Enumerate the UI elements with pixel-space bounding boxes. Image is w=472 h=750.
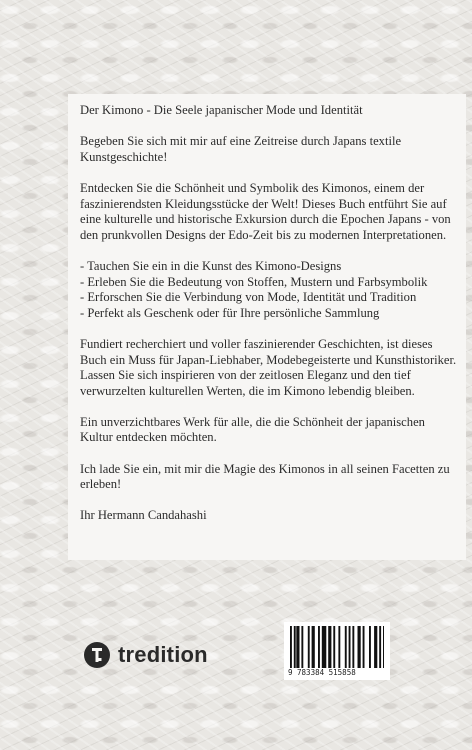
author-signature: Ihr Hermann Candahashi [80, 508, 207, 523]
barcode-bar [349, 626, 351, 668]
barcode-bar [379, 626, 381, 668]
barcode-bar [333, 626, 335, 668]
blurb-text [80, 103, 460, 540]
publisher-name: tredition [118, 642, 208, 667]
barcode-bar [328, 626, 331, 668]
paragraph-2: Fundiert recherchiert und voller faszinierender Geschichten, ist dieses Buch ein Muss für Japan-Liebhaber, Modebegeisterte und Kunsthistoriker. Lassen Sie sich inspirieren von der zeitlosen Eleganz und den tief verwurzelten kulturellen Werten, die im Kimono lebendig bleiben. [80, 336, 457, 398]
tredition-logo-icon [84, 642, 110, 668]
barcode-bar [296, 626, 299, 668]
barcode-bar [301, 626, 303, 668]
list-item: - Tauchen Sie ein in die Kunst des Kimono-Designs [80, 258, 342, 273]
isbn-digits: 9 783384 515858 [288, 668, 356, 677]
barcode-bar [338, 626, 340, 668]
paragraph-3: Ein unverzichtbares Werk für alle, die die Schönheit der japanischen Kultur entdecken möchten. [80, 414, 425, 445]
title-line: Der Kimono - Die Seele japanischer Mode und Identität [80, 103, 363, 117]
barcode-bar [358, 626, 361, 668]
feature-list [80, 259, 460, 321]
barcode-bar [369, 626, 371, 668]
barcode-bars [290, 626, 384, 668]
list-item: - Perfekt als Geschenk oder für Ihre persönliche Sammlung [80, 305, 380, 320]
barcode-bar [308, 626, 310, 668]
barcode-bar [383, 626, 384, 668]
paragraph-1: Entdecken Sie die Schönheit und Symbolik des Kimonos, einem der faszinierendsten Kleidungsstücke der Welt! Dieses Buch entführt Sie auf eine kulturelle und historische Exkursion durch die Epochen Japans - von den prunkvollen Designs der Edo-Zeit bis zu modernen Interpretationen. [80, 180, 451, 242]
barcode-bar [318, 626, 320, 668]
barcode-bar [312, 626, 315, 668]
barcode-bar [363, 626, 365, 668]
barcode-bar [352, 626, 354, 668]
barcode-bar [290, 626, 292, 668]
barcode-bar [294, 626, 296, 668]
barcode-bar [322, 626, 327, 668]
intro-paragraph: Begeben Sie sich mit mir auf eine Zeitreise durch Japans textile Kunstgeschichte! [80, 134, 402, 164]
list-item: - Erleben Sie die Bedeutung von Stoffen, Mustern und Farbsymbolik [80, 274, 428, 289]
isbn-barcode [284, 622, 390, 680]
barcode-bar [374, 626, 377, 668]
paragraph-4: Ich lade Sie ein, mit mir die Magie des Kimonos in all seinen Facetten zu erleben! [80, 461, 450, 492]
barcode-bar [345, 626, 347, 668]
publisher-logo [84, 641, 208, 669]
list-item: - Erforschen Sie die Verbindung von Mode, Identität und Tradition [80, 290, 417, 305]
